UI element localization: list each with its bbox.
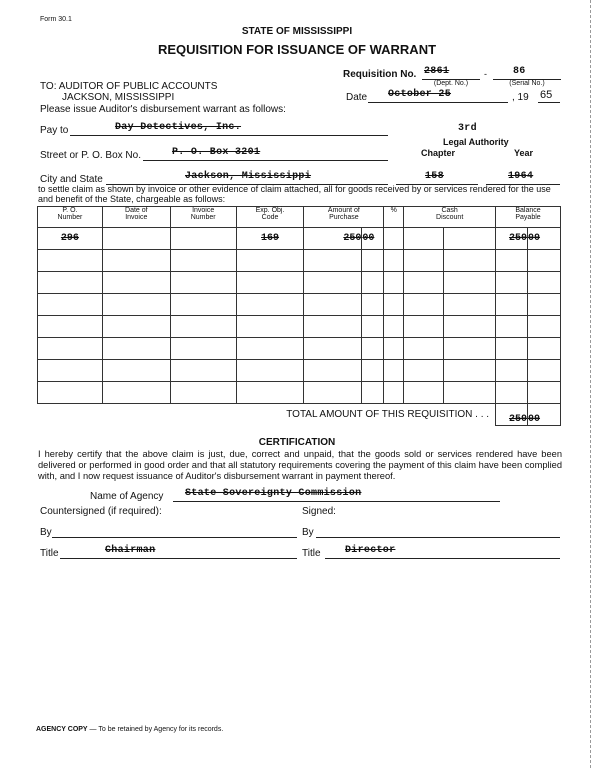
countersigned-label: Countersigned (if required): [40,506,162,517]
serial-no-value: 86 [513,66,526,77]
certification-heading: CERTIFICATION [258,437,336,448]
date-value: October 25 [388,89,452,100]
exp-code-value: 169 [261,233,280,244]
year-label: Year [514,148,534,158]
to-line-1: TO: AUDITOR OF PUBLIC ACCOUNTS [40,81,218,92]
req-dash: - [484,69,487,79]
pay-to-value: Day Detectives, Inc. [115,122,242,133]
table-row [38,228,561,250]
title-left-label: Title [40,548,59,559]
balance-value: 250 [508,233,527,244]
footer-note [36,726,223,733]
please-issue-text: Please issue Auditor's disbursement warrant as follows: [40,104,286,115]
street-label: Street or P. O. Box No. [40,150,141,161]
agency-line [173,501,500,502]
title-left-line [60,558,297,559]
title-right-value: Director [345,545,396,556]
legal-authority-label: Legal Authority [443,137,509,147]
footer-text: — To be retained by Agency for its records. [87,726,224,733]
certification-text: I hereby certify that the above claim is just, due, correct and unpaid, that the goods sold or services rendered have been delivered or performed in good order and that all statutory requirements covering the payment of this claim have been complied with, and I now request issuance of Auditor's disbursement warrant in payment thereof. [38,449,562,481]
by-left-line [52,537,297,538]
table-row [38,382,561,404]
header-percent: % [384,207,404,228]
header-exp-obj-code: Exp. Obj. Code [236,207,304,228]
settle-text: to settle claim as shown by invoice or other evidence of claim attached, all for goods received by or services rendered for the use and benefit of the State, chargeable as follows: [38,184,551,204]
header-cash-discount: Cash Discount [404,207,496,228]
header-date-of-invoice: Date of Invoice [102,207,170,228]
total-row [38,404,561,426]
city-label: City and State [40,174,103,185]
title-right-label: Title [302,548,321,559]
dept-no-caption: (Dept. No.) [433,80,469,87]
year-value: 65 [540,89,553,101]
header-amount-of-purchase: Amount of Purchase [304,207,384,228]
legal-year-value: 1964 [508,171,534,182]
total-value: 250 [508,414,527,425]
by-right-label: By [302,527,314,538]
table-row [38,272,561,294]
to-line-2: JACKSON, MISSISSIPPI [62,92,175,103]
serial-no-caption: (Serial No.) [509,80,545,87]
chapter-label: Chapter [421,148,456,158]
by-right-line [316,537,560,538]
title-left-value: Chairman [105,545,156,556]
city-value: Jackson, Mississippi [185,171,312,182]
form-number: Form 30.1 [40,16,72,23]
pay-to-line [70,135,388,136]
table-row [38,338,561,360]
header-invoice-number: Invoice Number [170,207,236,228]
signed-label: Signed: [302,506,336,517]
header-balance-payable: Balance Payable [496,207,561,228]
by-left-label: By [40,527,52,538]
amount-cents: 00 [362,233,375,244]
table-row [38,360,561,382]
title-right-line [325,558,560,559]
state-heading: STATE OF MISSISSIPPI [241,26,353,37]
date-line [368,102,508,103]
date-label: Date [346,92,368,103]
year-line [538,102,560,103]
header-po-number: P. O. Number [38,207,103,228]
table-row [38,294,561,316]
page-edge [590,0,591,768]
table-row [38,316,561,338]
legal-authority-value: 3rd [458,123,477,134]
total-label: TOTAL AMOUNT OF THIS REQUISITION . . . [286,409,490,421]
footer-bold: AGENCY COPY [36,726,88,733]
agency-label: Name of Agency [90,491,164,502]
page-title: REQUISITION FOR ISSUANCE OF WARRANT [157,42,437,57]
table-row [38,250,561,272]
street-line [143,160,388,161]
requisition-label: Requisition No. [343,69,417,80]
dept-no-value: 2861 [424,66,450,77]
amount-value: 250 [343,233,362,244]
street-value: P. O. Box 3201 [172,147,261,158]
year-prefix: , 19 [512,92,529,103]
pay-to-label: Pay to [40,125,69,136]
requisition-table [37,206,561,426]
po-number-value: 296 [60,233,79,244]
agency-value: State Sovereignty Commission [185,488,362,499]
balance-cents: 00 [528,233,541,244]
total-cents: 00 [528,414,541,425]
chapter-value: 158 [425,171,444,182]
